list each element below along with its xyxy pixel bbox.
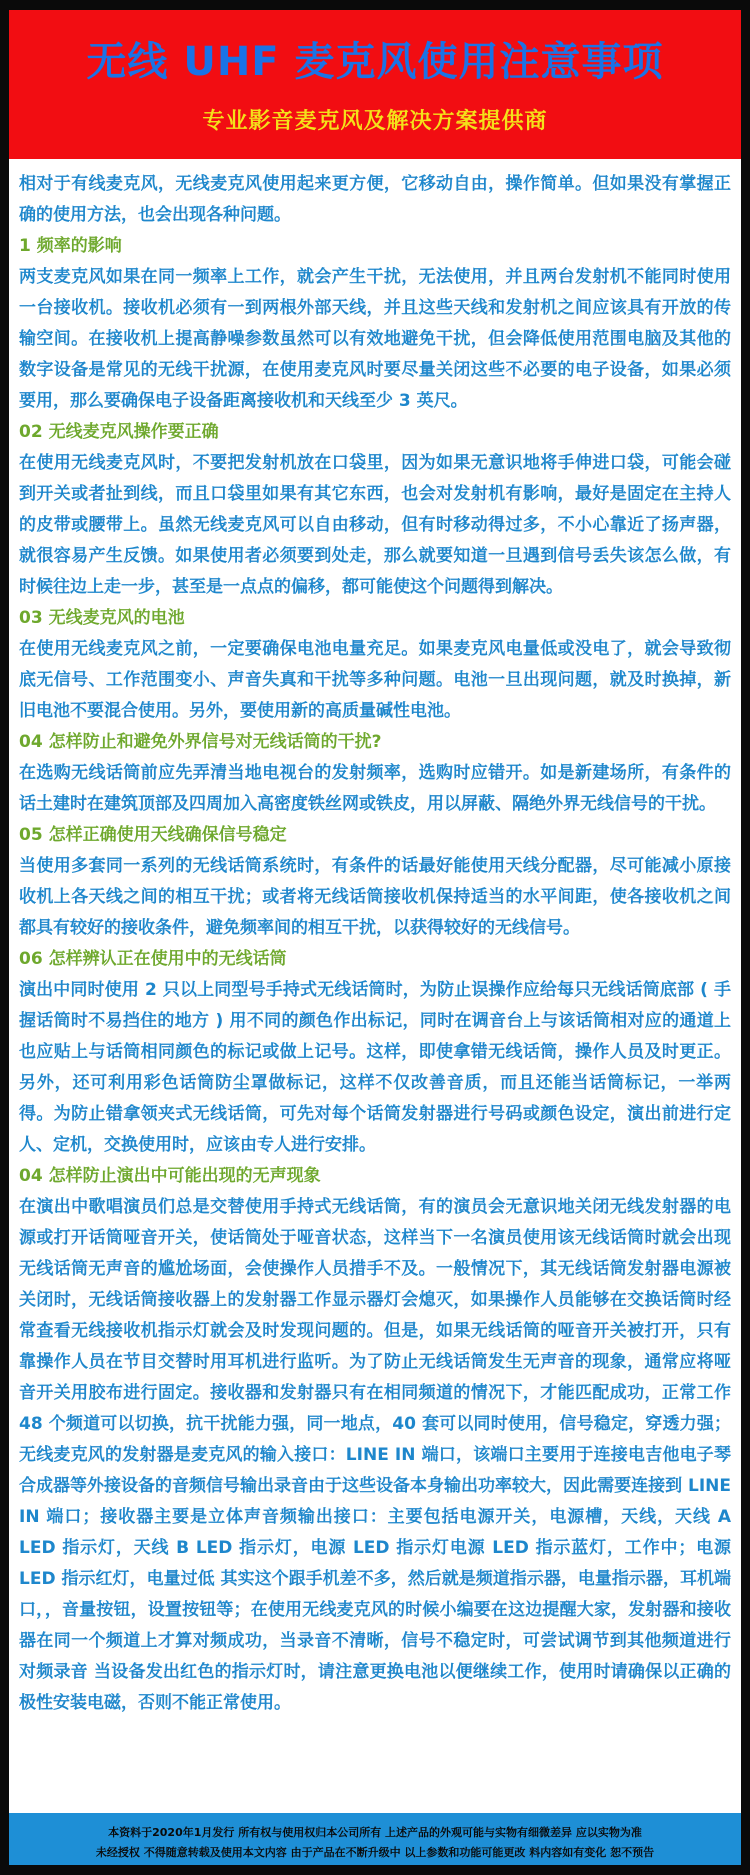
section-heading: 03 无线麦克风的电池 bbox=[19, 608, 185, 628]
footer-line: 未经授权 不得随意转载及使用本文内容 由于产品在不断升级中 以上参数和功能可能更改 料内容如有变化 恕不预告 bbox=[95, 1846, 655, 1859]
section-heading: 1 频率的影响 bbox=[19, 236, 122, 256]
section-interference bbox=[19, 727, 731, 820]
section-heading: 02 无线麦克风操作要正确 bbox=[19, 422, 219, 442]
section-body: 两支麦克风如果在同一频率上工作，就会产生干扰，无法使用，并且两台发射机不能同时使用一台接收机。接收机必须有一到两根外部天线，并且这些天线和发射机之间应该具有开放的传输空间。在接收机上提高静噪参数虽然可以有效地避免干扰，但会降低使用范围电脑及其他的数字设备是常见的无线干扰源，在使用麦克风时要尽量关闭这些不必要的电子设备，如果必须要用，那么要确保电子设备距离接收机和天线至少 3 英尺。 bbox=[19, 267, 731, 411]
page-title: 无线 UHF 麦克风使用注意事项 bbox=[86, 39, 664, 85]
section-heading: 06 怎样辨认正在使用中的无线话筒 bbox=[19, 949, 287, 969]
section-body: 在使用无线麦克风时，不要把发射机放在口袋里，因为如果无意识地将手伸进口袋，可能会碰到开关或者扯到线，而且口袋里如果有其它东西，也会对发射机有影响，最好是固定在主持人的皮带或腰带上。虽然无线麦克风可以自由移动，但有时移动得过多，不小心靠近了扬声器，就很容易产生反馈。如果使用者必须要到处走，那么就要知道一旦遇到信号丢失该怎么做，有时候往边上走一步，甚至是一点点的偏移，都可能使这个问题得到解决。 bbox=[19, 453, 731, 597]
section-frequency bbox=[19, 231, 731, 417]
section-battery bbox=[19, 603, 731, 727]
page-subtitle: 专业影音麦克风及解决方案提供商 bbox=[202, 109, 548, 134]
section-operation bbox=[19, 417, 731, 603]
section-antenna bbox=[19, 820, 731, 944]
footer-disclaimer bbox=[9, 1813, 741, 1865]
section-silence bbox=[19, 1161, 731, 1719]
section-body: 在选购无线话筒前应先弄清当地电视台的发射频率，选购时应错开。如是新建场所，有条件的话土建时在建筑顶部及四周加入高密度铁丝网或铁皮，用以屏蔽、隔绝外界无线信号的干扰。 bbox=[19, 763, 731, 814]
section-body: 在演出中歌唱演员们总是交替使用手持式无线话筒，有的演员会无意识地关闭无线发射器的电源或打开话筒哑音开关，使话筒处于哑音状态，这样当下一名演员使用该无线话筒时就会出现无线话筒无声音的尴尬场面，会使操作人员措手不及。一般情况下，其无线话筒发射器电源被关闭时，无线话筒接收器上的发射器工作显示器灯会熄灭，如果操作人员能够在交换话筒时经常查看无线接收机指示灯就会及时发现问题的。但是，如果无线话筒的哑音开关被打开，只有靠操作人员在节目交替时用耳机进行监听。为了防止无线话筒发生无声音的现象，通常应将哑音开关用胶布进行固定。接收器和发射器只有在相同频道的情况下，才能匹配成功，正常工作 48 个频道可以切换，抗干扰能力强，同一地点，40 套可以同时使用，信号稳定，穿透力强；无线麦克风的发射器是麦克风的输入接口：LINE IN 端口，该端口主要用于连接电吉他电子琴合成器等外接设备的音频信号输出录音由于这些设备本身输出功率较大，因此需要连接到 LINE IN 端口；接收器主要是立体声音频输出接口：主要包括电源开关，电源槽，天线，天线 A LED 指示灯，天线 B LED 指示灯，电源 LED 指示灯电源 LED 指示蓝灯，工作中；电源 LED 指示红灯，电量过低 其实这个跟手机差不多，然后就是频道指示器，电量指示器，耳机端口，，音量按钮，设置按钮等；在使用无线麦克风的时候小编要在这边提醒大家，发射器和接收器在同一个频道上才算对频成功，当录音不清晰，信号不稳定时，可尝试调节到其他频道进行对频录音 当设备发出红色的指示灯时，请注意更换电池以便继续工作，使用时请确保以正确的极性安装电磁，否则不能正常使用。 bbox=[19, 1197, 731, 1713]
document-page bbox=[9, 10, 741, 1865]
section-body: 在使用无线麦克风之前，一定要确保电池电量充足。如果麦克风电量低或没电了，就会导致彻底无信号、工作范围变小、声音失真和干扰等多种问题。电池一旦出现问题，就及时换掉，新旧电池不要混合使用。另外，要使用新的高质量碱性电池。 bbox=[19, 639, 731, 721]
section-body: 当使用多套同一系列的无线话筒系统时，有条件的话最好能使用天线分配器，尽可能减小原接收机上各天线之间的相互干扰；或者将无线话筒接收机保持适当的水平间距，使各接收机之间都具有较好的接收条件，避免频率间的相互干扰，以获得较好的无线信号。 bbox=[19, 856, 731, 938]
header-banner bbox=[9, 10, 741, 159]
intro-paragraph: 相对于有线麦克风，无线麦克风使用起来更方便，它移动自由，操作简单。但如果没有掌握正确的使用方法，也会出现各种问题。 bbox=[19, 174, 731, 225]
footer-line: 本资料于2020年1月发行 所有权与使用权归本公司所有 上述产品的外观可能与实物有细微差异 应以实物为准 bbox=[108, 1826, 642, 1839]
section-heading: 05 怎样正确使用天线确保信号稳定 bbox=[19, 825, 287, 845]
article-body bbox=[9, 159, 741, 1812]
section-heading: 04 怎样防止和避免外界信号对无线话筒的干扰? bbox=[19, 732, 382, 752]
section-heading: 04 怎样防止演出中可能出现的无声现象 bbox=[19, 1166, 321, 1186]
section-body: 演出中同时使用 2 只以上同型号手持式无线话筒时，为防止误操作应给每只无线话筒底部 ( 手握话筒时不易挡住的地方 ) 用不同的颜色作出标记，同时在调音台上与该话筒相对应的通道上也应贴上与话筒相同颜色的标记或做上记号。这样，即使拿错无线话筒，操作人员及时更正。另外，还可利用彩色话筒防尘罩做标记，这样不仅改善音质，而且还能当话筒标记，一举两得。为防止错拿领夹式无线话筒，可先对每个话筒发射器进行号码或颜色设定，演出前进行定人、定机，交换使用时，应该由专人进行安排。 bbox=[19, 980, 731, 1155]
section-identify bbox=[19, 944, 731, 1161]
